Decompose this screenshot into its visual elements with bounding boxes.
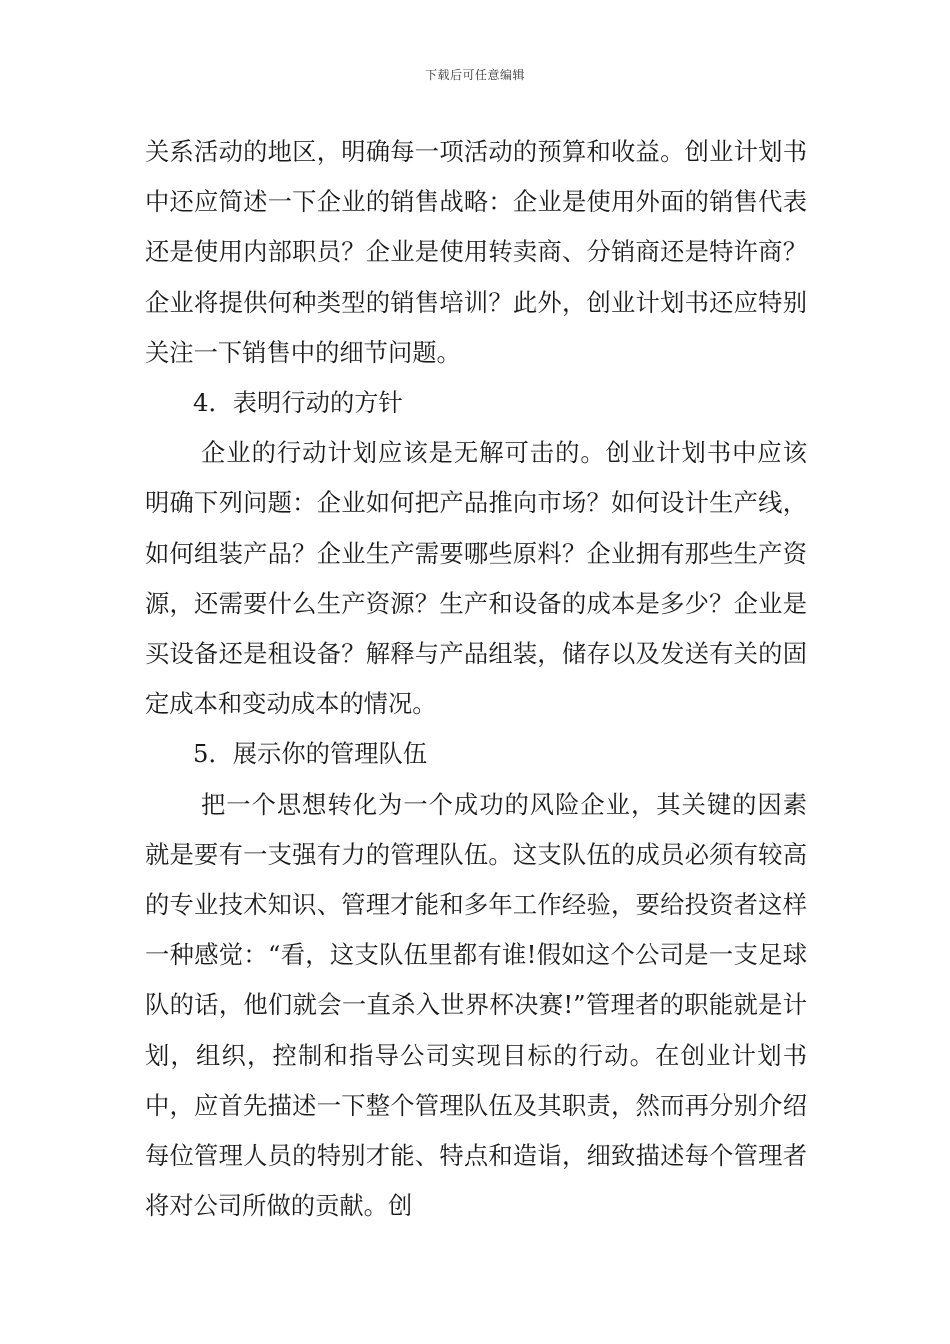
document-body xyxy=(145,127,807,1231)
section-heading-5: 5．展示你的管理队伍 xyxy=(193,739,428,769)
paragraph-management-team: 把一个思想转化为一个成功的风险企业，其关键的因素就是要有一支强有力的管理队伍。这支队伍的成员必须有较高的专业技术知识、管理才能和多年工作经验，要给投资者这样一种感觉：“看，这支队伍里都有谁!假如这个公司是一支足球队的话，他们就会一直杀入世界杯决赛!”管理者的职能就是计划，组织，控制和指导公司实现目标的行动。在创业计划书中，应首先描述一下整个管理队伍及其职责，然而再分别介绍每位管理人员的特别才能、特点和造诣，细致描述每个管理者将对公司所做的贡献。创 xyxy=(145,789,807,1221)
paragraph-sales-strategy: 关系活动的地区，明确每一项活动的预算和收益。创业计划书中还应简述一下企业的销售战略：企业是使用外面的销售代表还是使用内部职员？企业是使用转卖商、分销商还是特许商？企业将提供何种类型的销售培训？此外，创业计划书还应特别关注一下销售中的细节问题。 xyxy=(145,137,807,367)
page-header-note: 下载后可任意编辑 xyxy=(424,68,525,82)
section-heading-4: 4．表明行动的方针 xyxy=(193,388,403,418)
paragraph-action-plan: 企业的行动计划应该是无解可击的。创业计划书中应该明确下列问题：企业如何把产品推向市场？如何设计生产线，如何组装产品？企业生产需要哪些原料？企业拥有那些生产资源，还需要什么生产资源？生产和设备的成本是多少？企业是买设备还是租设备？解释与产品组装，储存以及发送有关的固定成本和变动成本的情况。 xyxy=(145,438,807,719)
